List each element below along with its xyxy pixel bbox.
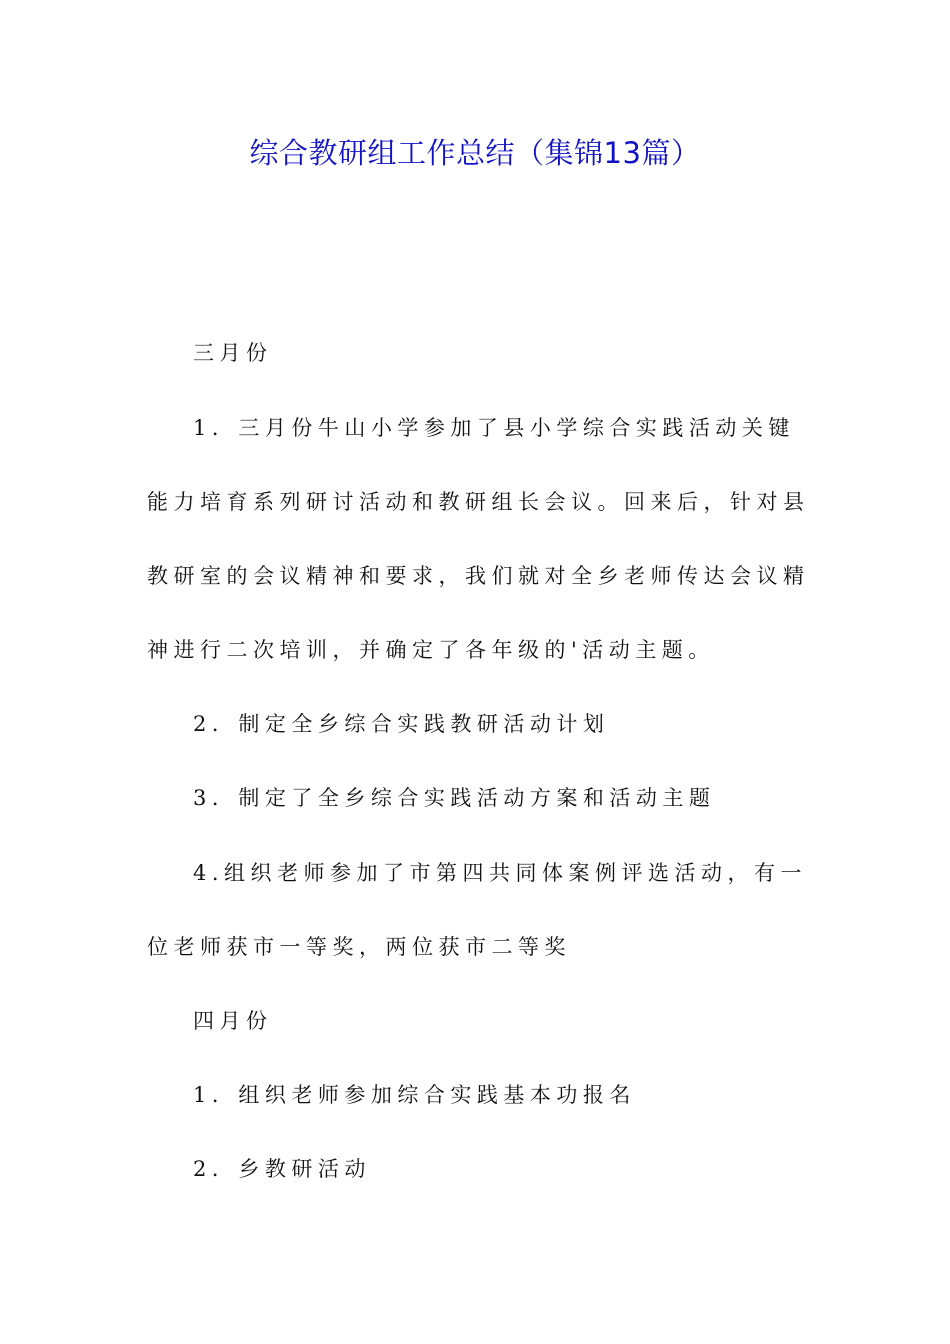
paragraph-april-item-2: 2．乡教研活动 [193, 1157, 371, 1181]
paragraph-april-item-1: 1．组织老师参加综合实践基本功报名 [193, 1083, 636, 1107]
paragraph-march-item-3: 3．制定了全乡综合实践活动方案和活动主题 [193, 786, 716, 810]
document-body [147, 335, 817, 1225]
paragraph-march-item-2: 2．制定全乡综合实践教研活动计划 [193, 712, 610, 736]
paragraph-march-heading: 三月份 [193, 341, 273, 365]
paragraph-march-item-4: 4.组织老师参加了市第四共同体案例评选活动，有一位老师获市一等奖，两位获市二等奖 [147, 861, 808, 959]
paragraph-march-item-1: 1．三月份牛山小学参加了县小学综合实践活动关键能力培育系列研讨活动和教研组长会议。回来后，针对县教研室的会议精神和要求，我们就对全乡老师传达会议精神进行二次培训，并确定了各年级的'活动主题。 [147, 416, 810, 662]
paragraph-april-heading: 四月份 [193, 1009, 273, 1033]
document-title: 综合教研组工作总结（集锦13篇） [249, 136, 701, 170]
